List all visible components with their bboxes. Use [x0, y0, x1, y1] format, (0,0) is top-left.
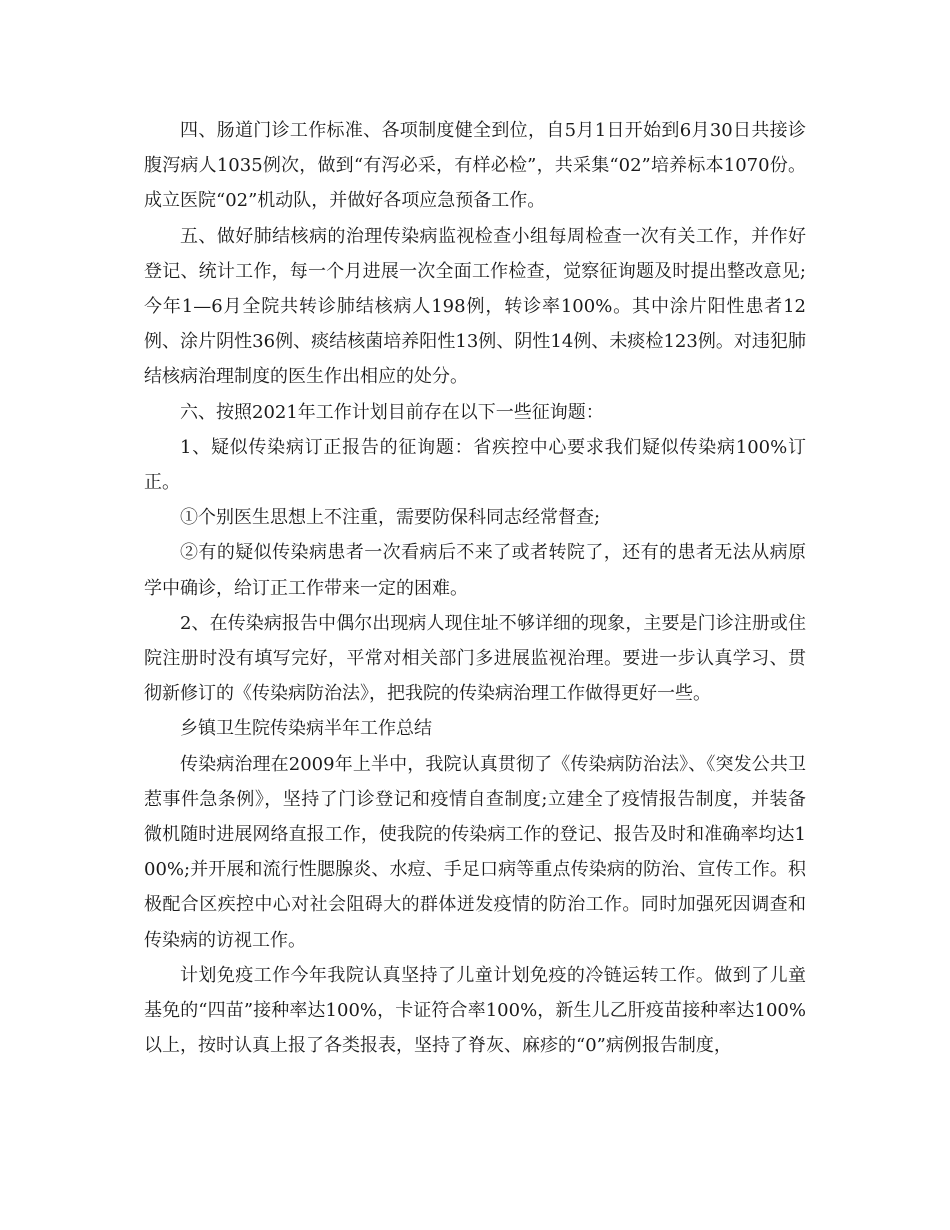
- section-title: 乡镇卫生院传染病半年工作总结: [180, 718, 432, 740]
- paragraph-patient-transfer: ②有的疑似传染病患者一次看病后不来了或者转院了，还有的患者无法从病原学中确诊，给订正工作带来一定的困难。: [144, 542, 806, 599]
- paragraph-disease-management: 传染病治理在2009年上半中，我院认真贯彻了《传染病防治法》、《突发公共卫惹事件急条例》，坚持了门诊登记和疫情自查制度;立建全了疫情报告制度，并装备微机随时进展网络直报工作，使我院的传染病工作的登记、报告及时和准确率均达100%;并开展和流行性腮腺炎、水痘、手足口病等重点传染病的防治、宣传工作。积极配合区疾控中心对社会阻碍大的群体迸发疫情的防治工作。同时加强死因调查和传染病的访视工作。: [144, 753, 806, 951]
- paragraph-doctor-attention: ①个别医生思想上不注重，需要防保科同志经常督查;: [180, 507, 601, 529]
- paragraph-address-detail: 2、在传染病报告中偶尔出现病人现住址不够详细的现象，主要是门诊注册或住院注册时没有填写完好，平常对相关部门多进展监视治理。要进一步认真学习、贯彻新修订的《传染病防治法》，把我院的传染病治理工作做得更好一些。: [144, 612, 806, 705]
- paragraph-immunization: 计划免疫工作今年我院认真坚持了儿童计划免疫的冷链运转工作。做到了儿童基免的“四苗”接种率达100%，卡证符合率100%，新生儿乙肝疫苗接种率达100%以上，按时认真上报了各类报表，坚持了脊灰、麻疹的“0”病例报告制度，: [144, 964, 806, 1057]
- document-body: [144, 113, 806, 1063]
- paragraph-intestinal-clinic: 四、肠道门诊工作标准、各项制度健全到位，自5月1日开始到6月30日共接诊腹泻病人1035例次，做到“有泻必采，有样必检”，共采集“02”培养标本1070份。成立医院“02”机动队，并做好各项应急预备工作。: [144, 120, 806, 212]
- paragraph-problems-heading: 六、按照2021年工作计划目前存在以下一些征询题：: [180, 401, 604, 423]
- paragraph-suspected-report: 1、疑似传染病订正报告的征询题：省疾控中心要求我们疑似传染病100%订正。: [144, 436, 806, 494]
- paragraph-tuberculosis: 五、做好肺结核病的治理传染病监视检查小组每周检查一次有关工作，并作好登记、统计工作，每一个月进展一次全面工作检查，觉察征询题及时提出整改意见;今年1—6月全院共转诊肺结核病人198例，转诊率100%。其中涂片阳性患者12例、涂片阴性36例、痰结核菌培养阳性13例、阴性14例、未痰检123例。对违犯肺结核病治理制度的医生作出相应的处分。: [144, 225, 806, 388]
